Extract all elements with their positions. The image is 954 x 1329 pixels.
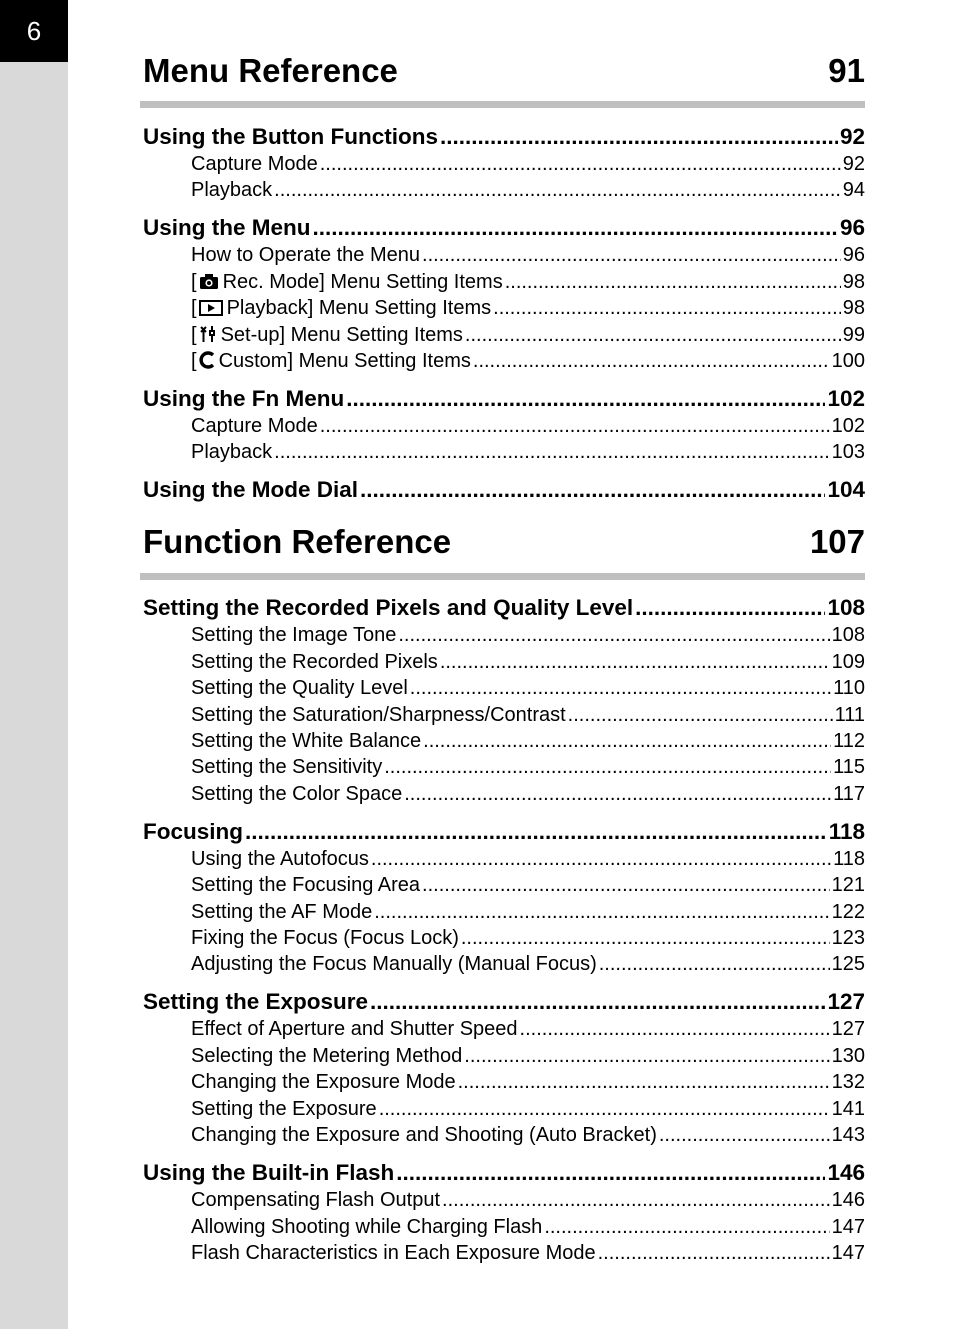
camera-icon: [199, 273, 219, 290]
page-number: 6: [0, 0, 68, 62]
toc-entry[interactable]: Setting the Image Tone ..... 108: [191, 624, 865, 647]
toc-entry[interactable]: Using the Autofocus ..... 118: [191, 848, 865, 871]
section-heading: [143, 523, 865, 561]
toc-entry[interactable]: Changing the Exposure and Shooting (Auto Bracket) ..... 143: [191, 1124, 865, 1147]
toc-entry[interactable]: Setting the Sensitivity ..... 115: [191, 756, 865, 779]
toc-entry[interactable]: [ Playback] Menu Setting Items ..... 98: [191, 297, 865, 320]
wrench-icon: [199, 325, 217, 343]
toc-entry[interactable]: Playback ..... 94: [191, 179, 865, 202]
toc-entry[interactable]: Setting the Saturation/Sharpness/Contrast ..... 111: [191, 704, 865, 727]
section-title: Menu Reference: [143, 52, 398, 89]
toc-entry[interactable]: Using the Button Functions ..... 92: [143, 124, 865, 150]
toc-entry[interactable]: Setting the Focusing Area ..... 121: [191, 874, 865, 897]
toc-entry[interactable]: Setting the Recorded Pixels ..... 109: [191, 651, 865, 674]
toc-entry[interactable]: Setting the Color Space ..... 117: [191, 783, 865, 806]
toc-entry[interactable]: Effect of Aperture and Shutter Speed ..... 127: [191, 1018, 865, 1041]
toc-entry[interactable]: Using the Mode Dial ..... 104: [143, 477, 865, 503]
section-divider: [140, 573, 865, 580]
section-divider: [140, 101, 865, 108]
toc-entry[interactable]: Setting the White Balance ..... 112: [191, 730, 865, 753]
toc-entry[interactable]: Using the Fn Menu ..... 102: [143, 386, 865, 412]
toc-entry[interactable]: Setting the Quality Level ..... 110: [191, 677, 865, 700]
section-page: 107: [809, 523, 865, 560]
toc-entry[interactable]: Focusing ..... 118: [143, 819, 865, 845]
toc-entry[interactable]: Capture Mode ..... 92: [191, 153, 865, 176]
toc-entry[interactable]: Setting the Exposure ..... 127: [143, 989, 865, 1015]
toc-entry[interactable]: [ Rec. Mode] Menu Setting Items ..... 98: [191, 271, 865, 294]
section-page: 91: [828, 52, 865, 89]
toc-entry[interactable]: Allowing Shooting while Charging Flash ..... 147: [191, 1216, 865, 1239]
toc-entry[interactable]: How to Operate the Menu ..... 96: [191, 244, 865, 267]
toc-entry[interactable]: Compensating Flash Output ..... 146: [191, 1189, 865, 1212]
toc-entry[interactable]: Flash Characteristics in Each Exposure Mode ..... 147: [191, 1242, 865, 1265]
toc-entry[interactable]: Using the Menu ..... 96: [143, 215, 865, 241]
toc-entry[interactable]: Capture Mode ..... 102: [191, 415, 865, 438]
toc-entry[interactable]: Adjusting the Focus Manually (Manual Focus) ..... 125: [191, 953, 865, 976]
section-heading: [143, 52, 865, 90]
toc-entry[interactable]: Setting the AF Mode ..... 122: [191, 901, 865, 924]
toc-entry[interactable]: [ Custom] Menu Setting Items ..... 100: [191, 350, 865, 373]
toc-entry[interactable]: Selecting the Metering Method ..... 130: [191, 1045, 865, 1068]
toc-entry[interactable]: [ Set-up] Menu Setting Items ..... 99: [191, 324, 865, 347]
toc-entry[interactable]: Using the Built-in Flash ..... 146: [143, 1160, 865, 1186]
custom-c-icon: [199, 351, 215, 369]
toc-entry[interactable]: Fixing the Focus (Focus Lock) ..... 123: [191, 927, 865, 950]
toc-entry[interactable]: Playback ..... 103: [191, 441, 865, 464]
toc-entry[interactable]: Setting the Recorded Pixels and Quality Level ..... 108: [143, 595, 865, 621]
page-margin-strip: [0, 0, 68, 1329]
playback-icon: [199, 300, 223, 316]
toc-entry[interactable]: Setting the Exposure ..... 141: [191, 1098, 865, 1121]
section-title: Function Reference: [143, 523, 452, 560]
toc-entry[interactable]: Changing the Exposure Mode ..... 132: [191, 1071, 865, 1094]
